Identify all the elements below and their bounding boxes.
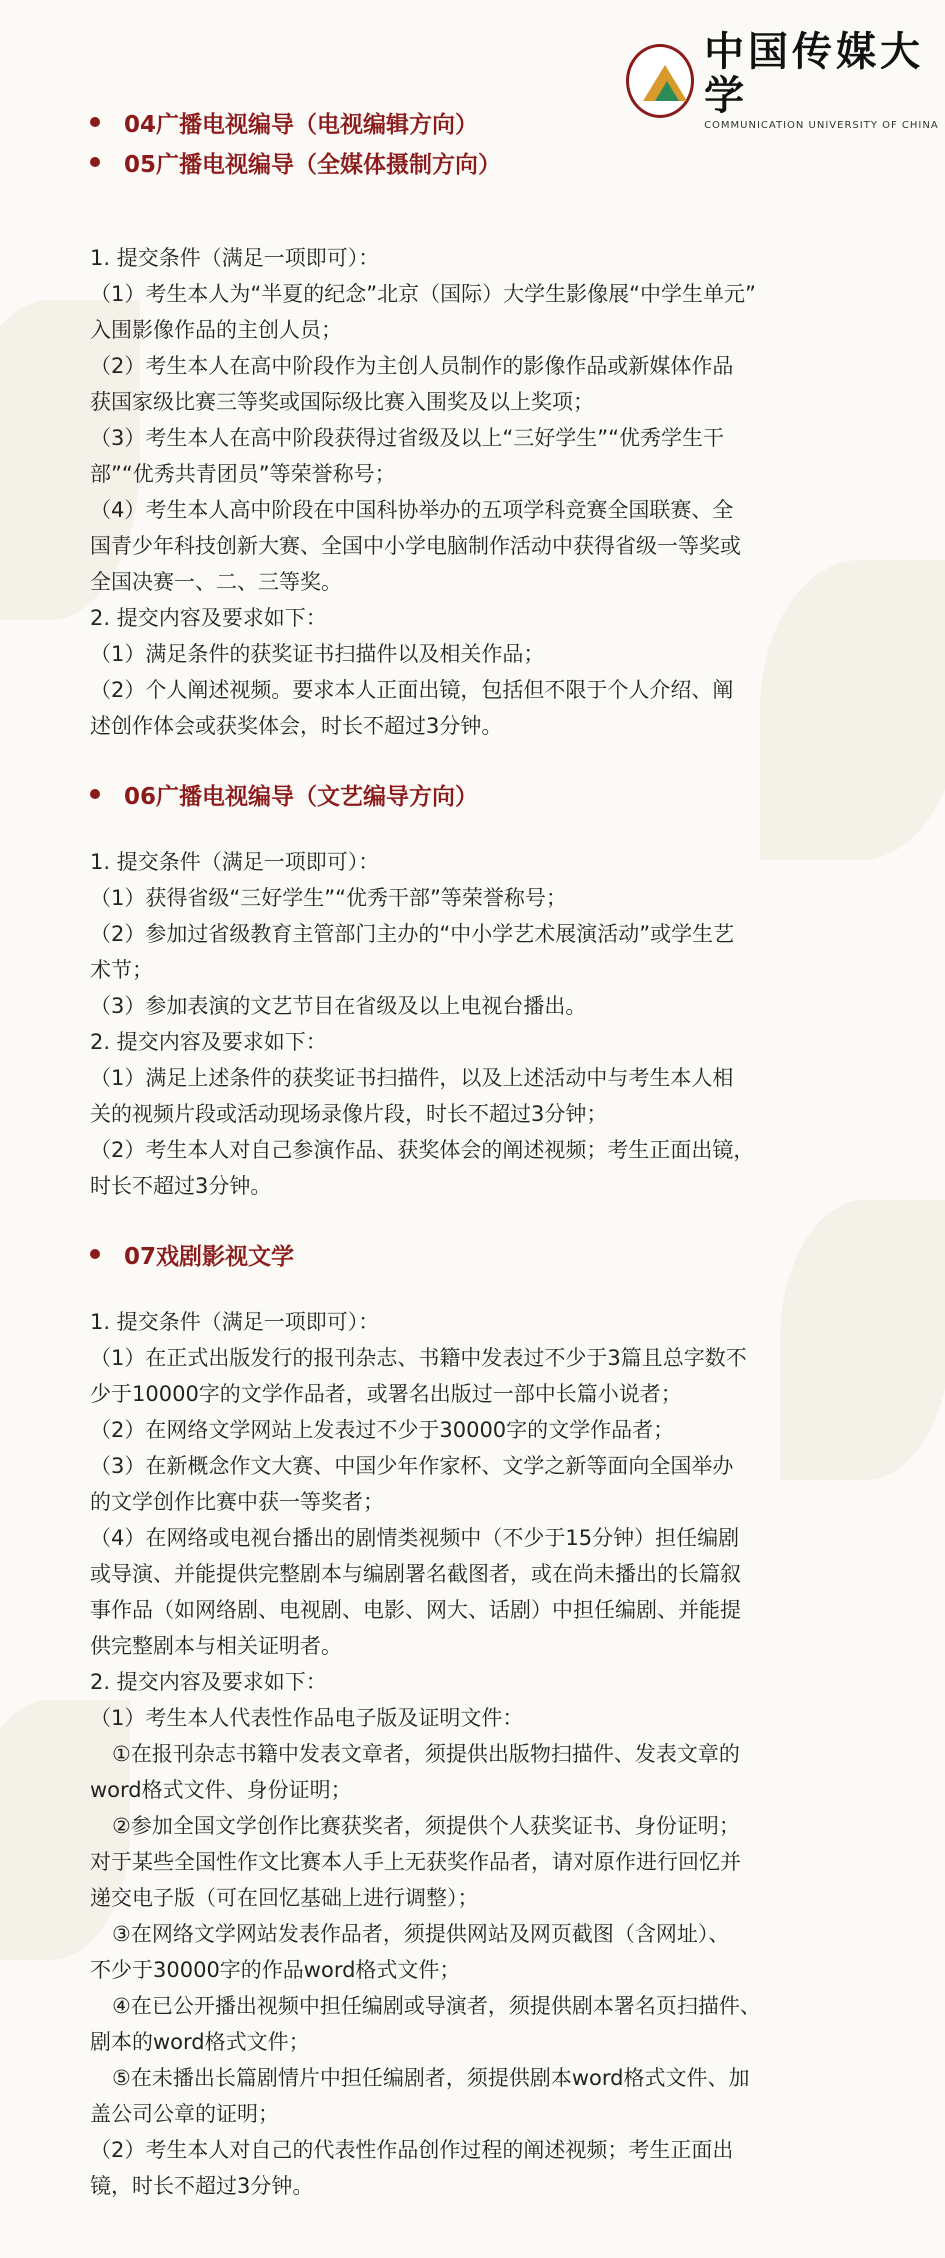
condition-item: （1）考生本人为“半夏的纪念”北京（国际）大学生影像展“中学生单元” 入围影像作品的主创人员； xyxy=(90,282,756,342)
requirements-heading: 2. 提交内容及要求如下： xyxy=(90,1670,327,1694)
condition-item: （3）参加表演的文艺节目在省级及以上电视台播出。 xyxy=(90,994,587,1018)
main-content xyxy=(90,102,880,2204)
section-heading-07: 07戏剧影视文学 xyxy=(90,1234,880,1274)
requirement-item: （1）满足上述条件的获奖证书扫描件，以及上述活动中与考生本人相 关的视频片段或活动现场录像片段，时长不超过3分钟； xyxy=(90,1066,734,1126)
requirement-subitem-cont: 不少于30000字的作品word格式文件； xyxy=(90,1958,461,1982)
bullet-icon xyxy=(90,1249,100,1259)
requirement-item: （2）考生本人对自己参演作品、获奖体会的阐述视频；考生正面出镜， 时长不超过3分钟。 xyxy=(90,1138,755,1198)
condition-item: （1）获得省级“三好学生”“优秀干部”等荣誉称号； xyxy=(90,886,567,910)
logo-chinese-name: 中国传媒大学 xyxy=(704,28,925,119)
condition-item: （2）参加过省级教育主管部门主办的“中小学艺术展演活动”或学生艺 术节； xyxy=(90,922,735,982)
requirements-heading: 2. 提交内容及要求如下： xyxy=(90,1030,327,1054)
logo-english-name: COMMUNICATION UNIVERSITY OF CHINA xyxy=(704,120,939,131)
conditions-heading: 1. 提交条件（满足一项即可）： xyxy=(90,1310,380,1334)
section-heading-05: 05广播电视编导（全媒体摄制方向） xyxy=(90,142,880,182)
requirement-item: （1）考生本人代表性作品电子版及证明文件： xyxy=(90,1706,524,1730)
section-heading-04: 04广播电视编导（电视编辑方向） xyxy=(90,102,880,142)
requirements-heading: 2. 提交内容及要求如下： xyxy=(90,606,327,630)
bullet-icon xyxy=(90,157,100,167)
requirement-subitem: ①在报刊杂志书籍中发表文章者，须提供出版物扫描件、发表文章的 xyxy=(112,1742,740,1766)
requirement-subitem-cont: 对于某些全国性作文比赛本人手上无获奖作品者，请对原作进行回忆并 递交电子版（可在回忆基础上进行调整）； xyxy=(90,1850,741,1910)
condition-item: （4）考生本人高中阶段在中国科协举办的五项学科竞赛全国联赛、全 国青少年科技创新大赛、全国中小学电脑制作活动中获得省级一等奖或 全国决赛一、二、三等奖。 xyxy=(90,498,741,594)
requirement-item: （2）考生本人对自己的代表性作品创作过程的阐述视频；考生正面出 镜，时长不超过3分钟。 xyxy=(90,2138,734,2198)
condition-item: （2）考生本人在高中阶段作为主创人员制作的影像作品或新媒体作品 获国家级比赛三等奖或国际级比赛入围奖及以上奖项； xyxy=(90,354,734,414)
condition-item: （3）考生本人在高中阶段获得过省级及以上“三好学生”“优秀学生干 部”“优秀共青团员”等荣誉称号； xyxy=(90,426,724,486)
requirement-subitem-cont: word格式文件、身份证明； xyxy=(90,1778,352,1802)
section-heading-06: 06广播电视编导（文艺编导方向） xyxy=(90,774,880,814)
condition-item: （2）在网络文学网站上发表过不少于30000字的文学作品者； xyxy=(90,1418,675,1442)
requirement-subitem: ②参加全国文学创作比赛获奖者，须提供个人获奖证书、身份证明； xyxy=(112,1814,740,1838)
conditions-heading: 1. 提交条件（满足一项即可）： xyxy=(90,246,380,270)
condition-item: （3）在新概念作文大赛、中国少年作家杯、文学之新等面向全国举办 的文学创作比赛中获一等奖者； xyxy=(90,1454,734,1514)
requirement-item: （2）个人阐述视频。要求本人正面出镜，包括但不限于个人介绍、阐 述创作体会或获奖体会，时长不超过3分钟。 xyxy=(90,678,734,738)
condition-item: （4）在网络或电视台播出的剧情类视频中（不少于15分钟）担任编剧 或导演、并能提供完整剧本与编剧署名截图者，或在尚未播出的长篇叙 事作品（如网络剧、电视剧、电影、网大、话剧）中担任编剧、并能提 供完整剧本与相关证明者。 xyxy=(90,1526,741,1658)
requirement-subitem: ⑤在未播出长篇剧情片中担任编剧者，须提供剧本word格式文件、加 xyxy=(112,2066,750,2090)
condition-item: （1）在正式出版发行的报刊杂志、书籍中发表过不少于3篇且总字数不 少于10000字的文学作品者，或署名出版过一部中长篇小说者； xyxy=(90,1346,747,1406)
bullet-icon xyxy=(90,789,100,799)
requirement-subitem: ③在网络文学网站发表作品者，须提供网站及网页截图（含网址）、 xyxy=(112,1922,730,1946)
requirement-subitem-cont: 剧本的word格式文件； xyxy=(90,2030,310,2054)
bullet-icon xyxy=(90,117,100,127)
conditions-heading: 1. 提交条件（满足一项即可）： xyxy=(90,850,380,874)
requirement-item: （1）满足条件的获奖证书扫描件以及相关作品； xyxy=(90,642,545,666)
requirement-subitem: ④在已公开播出视频中担任编剧或导演者，须提供剧本署名页扫描件、 xyxy=(112,1994,761,2018)
requirement-subitem-cont: 盖公司公章的证明； xyxy=(90,2102,279,2126)
